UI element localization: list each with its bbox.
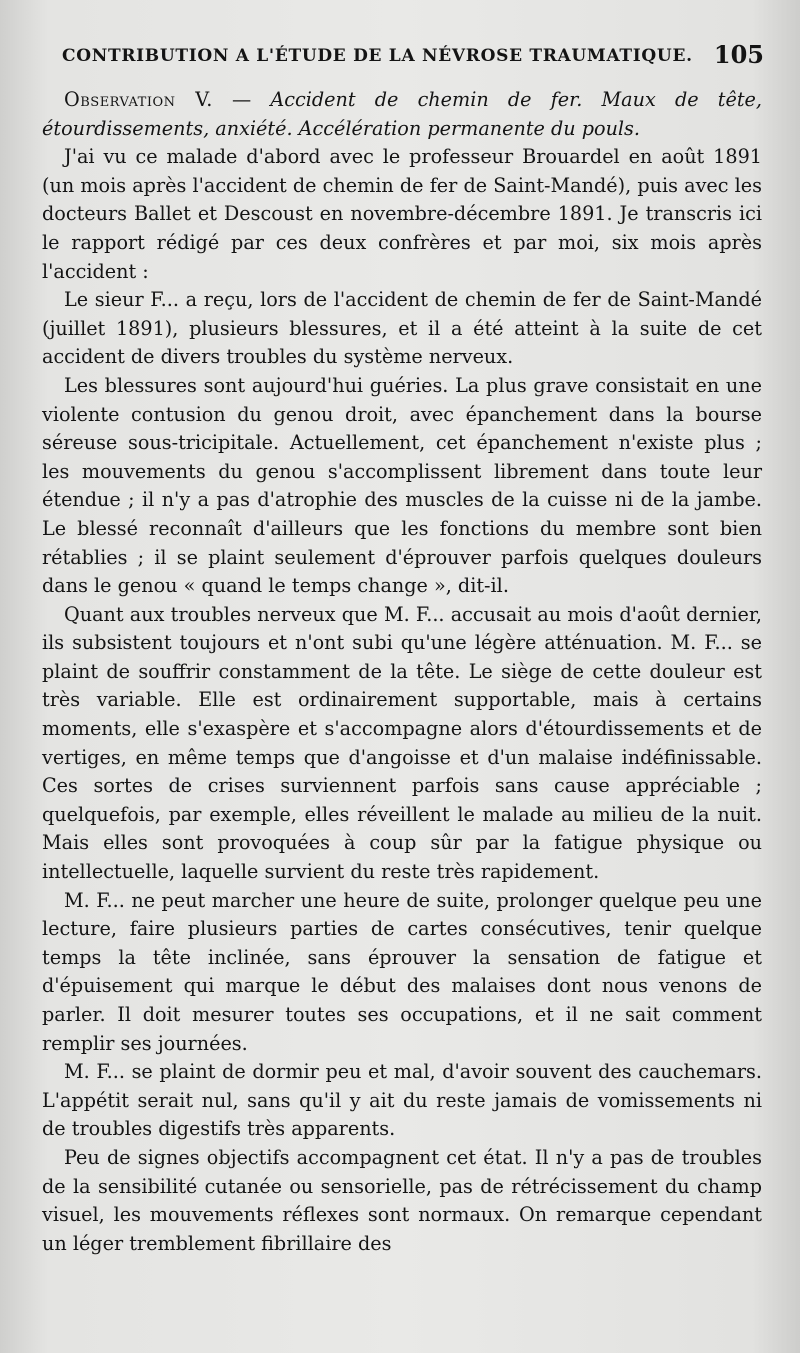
paragraph: M. F... ne peut marcher une heure de suite, prolonger quelque peu une lecture, faire plusieurs parties de cartes consécutives, tenir quelque temps la tête inclinée, sans éprouver la sensation de fatigue et d'épuisement qui marque le début des malaises dont nous venons de parler. Il doit mesurer toutes ses occupations, et il ne sait comment remplir ses journées. xyxy=(42,888,762,1055)
paragraph: J'ai vu ce malade d'abord avec le professeur Brouardel en août 1891 (un mois après l'accident de chemin de fer de Saint-Mandé), puis avec les docteurs Ballet et Descoust en novembre-décembre 1891. Je transcris ici le rapport rédigé par ces deux confrères et par moi, six mois après l'accident : xyxy=(42,145,762,283)
paragraph: Le sieur F... a reçu, lors de l'accident de chemin de fer de Saint-Mandé (juillet 1891), plusieurs blessures, et il a été atteint à la suite de cet accident de divers troubles du système nerveux. xyxy=(42,288,762,369)
observation-title: Accident de chemin de fer. Maux de tête, étourdissements, anxiété. Accélération permanente du pouls. xyxy=(42,88,763,140)
paragraph: Peu de signes objectifs accompagnent cet état. Il n'y a pas de troubles de la sensibilité cutanée ou sensorielle, pas de rétrécissement du champ visuel, les mouvements réflexes sont normaux. On remarque cependant un léger tremblement fibrillaire des xyxy=(42,1145,762,1255)
observation-heading xyxy=(42,86,762,143)
observation-label: Observation V. xyxy=(64,88,213,111)
page-number: 105 xyxy=(713,40,764,69)
observation-dash: — xyxy=(212,88,271,111)
paragraph: M. F... se plaint de dormir peu et mal, d'avoir souvent des cauchemars. L'appétit serait nul, sans qu'il y ait du reste jamais de vomissements ni de troubles digestifs très apparents. xyxy=(42,1060,762,1141)
paragraph: Quant aux troubles nerveux que M. F... accusait au mois d'août dernier, ils subsistent toujours et n'ont subi qu'une légère atténuation. M. F... se plaint de souffrir constamment de la tête. Le siège de cette douleur est très variable. Elle est ordinairement supportable, mais à certains moments, elle s'exaspère et s'accompagne alors d'étourdissements et de vertiges, en même temps que d'angoisse et d'un malaise indéfinissable. Ces sortes de crises surviennent parfois sans cause appréciable ; quelquefois, par exemple, elles réveillent le malade au milieu de la nuit. Mais elles sont provoquées à coup sûr par la fatigue physique ou intellectuelle, laquelle survient du reste très rapidement. xyxy=(42,602,762,884)
running-title: CONTRIBUTION A L'ÉTUDE DE LA NÉVROSE TRAUMATIQUE. xyxy=(62,46,693,66)
running-header xyxy=(62,42,764,78)
paragraph: Les blessures sont aujourd'hui guéries. La plus grave consistait en une violente contusion du genou droit, avec épanchement dans la bourse séreuse sous-tricipitale. Actuellement, cet épanchement n'existe plus ; les mouvements du genou s'accomplissent librement dans toute leur étendue ; il n'y a pas d'atrophie des muscles de la cuisse ni de la jambe. Le blessé reconnaît d'ailleurs que les fonctions du membre sont bien rétablies ; il se plaint seulement d'éprouver parfois quelques douleurs dans le genou « quand le temps change », dit-il. xyxy=(42,373,762,598)
body-text xyxy=(42,86,762,1258)
